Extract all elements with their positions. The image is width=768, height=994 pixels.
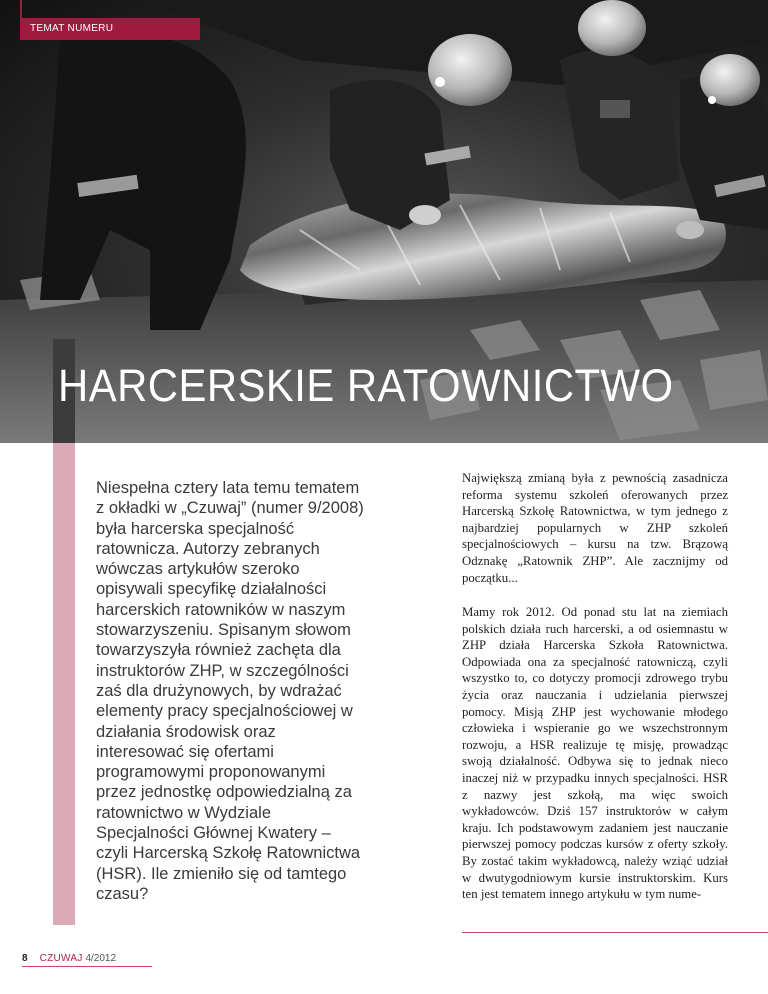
footer-rule [22,966,152,967]
page-title: HARCERSKIE RATOWNICTWO [58,360,674,411]
cover-photo [0,0,768,443]
section-tag: TEMAT NUMERU [20,18,200,40]
magazine-name: CZUWAJ [39,953,83,964]
page-number: 8 [22,953,28,964]
body-paragraph-2: Mamy rok 2012. Od ponad stu lat na ziemiach polskich działa ruch harcerski, a od osiemnastu w ZHP działa Harcerska Szkoła Ratownictwa. Odpowiada ona za specjalność ratowniczą, czyli wszystko to, co dotyczy promocji zdrowego trybu życia oraz nauczania i udzielania pierwszej pomocy. Misją ZHP jest wychowanie młodego człowieka i wspieranie go we wszechstronnym rozwoju, a HSR realizuje tę misję, prowadząc swoją działalność. Odbywa się to jednak nieco inaczej niż w przypadku innych specjalności. HSR z nazwy jest szkołą, ma więc swoich wykładowców. Dziś 157 instruktorów w całym kraju. Ich podstawowym zadaniem jest nauczanie pierwszej pomocy podczas kursów z oferty szkoły. By zostać takim wykładowcą, należy wziąć udział w dwutygodniowym kursie instruktorskim. Kurs ten jest tematem innego artykułu w tym nume- [462,605,728,902]
lead-accent-bar [53,443,75,925]
column-bottom-rule [462,932,768,933]
issue-number: 4/2012 [85,953,117,964]
page-footer [22,953,116,964]
body-paragraph-1: Największą zmianą była z pewnością zasadnicza reforma systemu szkoleń oferowanych przez Harcerską Szkołę Ratownictwa, w tym jednego z najbardziej popularnych w ZHP szkoleń specjalnościowych – kursu na tzw. Brązową Odznakę „Ratownik ZHP”. Ale zacznijmy od początku... [462,471,728,585]
lead-paragraph: Niespełna cztery lata temu tematem z okładki w „Czuwaj” (numer 9/2008) była harcerska specjalność ratownicza. Autorzy zebranych wówczas artykułów szeroko opisywali specyfikę działalności harcerskich ratowników w naszym stowarzyszeniu. Spisanym słowom towarzyszyła również zachęta dla instruktorów ZHP, w szczególności zaś dla drużynowych, by wdrażać elementy pracy specjalnościowej w działania środowisk oraz interesować się ofertami programowymi proponowanymi przez jednostkę odpowiedzialną za ratownictwo w Wydziale Specjalności Głównej Kwatery – czyli Harcerską Szkołę Ratownictwa (HSR). Ile zmieniło się od tamtego czasu? [96,479,364,903]
